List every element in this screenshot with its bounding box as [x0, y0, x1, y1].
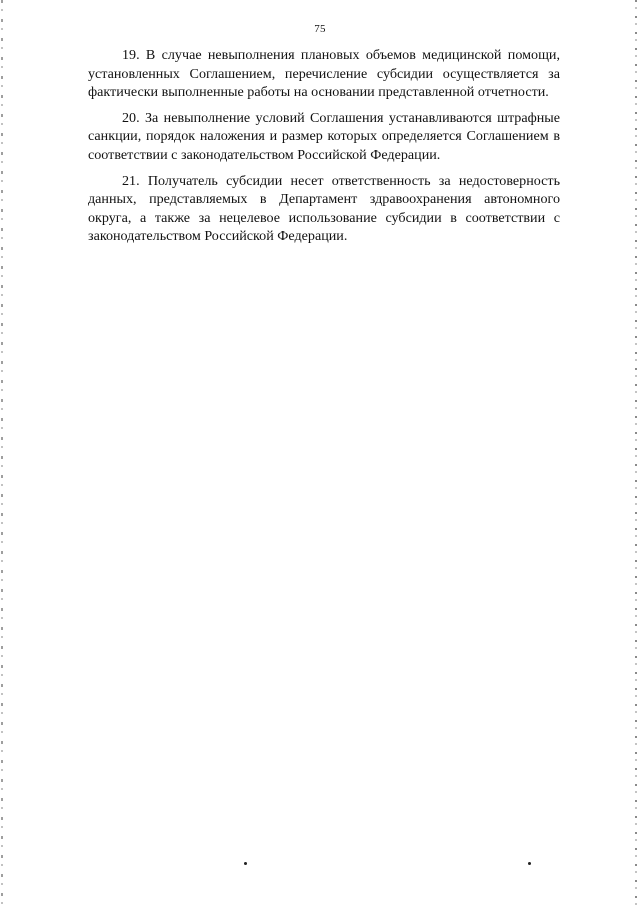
scan-speck — [244, 862, 247, 865]
scan-edge-left — [1, 0, 3, 905]
paragraph-21: 21. Получатель субсидии несет ответственность за недостоверность данных, представляемых в Департамент здравоохранения автономного округа, а также за нецелевое использование субсидии в соответствии с законодательством Российской Федерации. — [88, 172, 560, 245]
paragraph-20: 20. За невыполнение условий Соглашения устанавливаются штрафные санкции, порядок наложения и размер которых определяется Соглашением в соответствии с законодательством Российской Федерации. — [88, 109, 560, 163]
document-body — [88, 46, 560, 253]
paragraph-19: 19. В случае невыполнения плановых объемов медицинской помощи, установленных Соглашением, перечисление субсидии осуществляется за фактически выполненные работы на основании представленной отчетности. — [88, 47, 560, 101]
scan-edge-right — [635, 0, 637, 905]
scan-speck — [528, 862, 531, 865]
page-number: 75 — [314, 23, 326, 35]
